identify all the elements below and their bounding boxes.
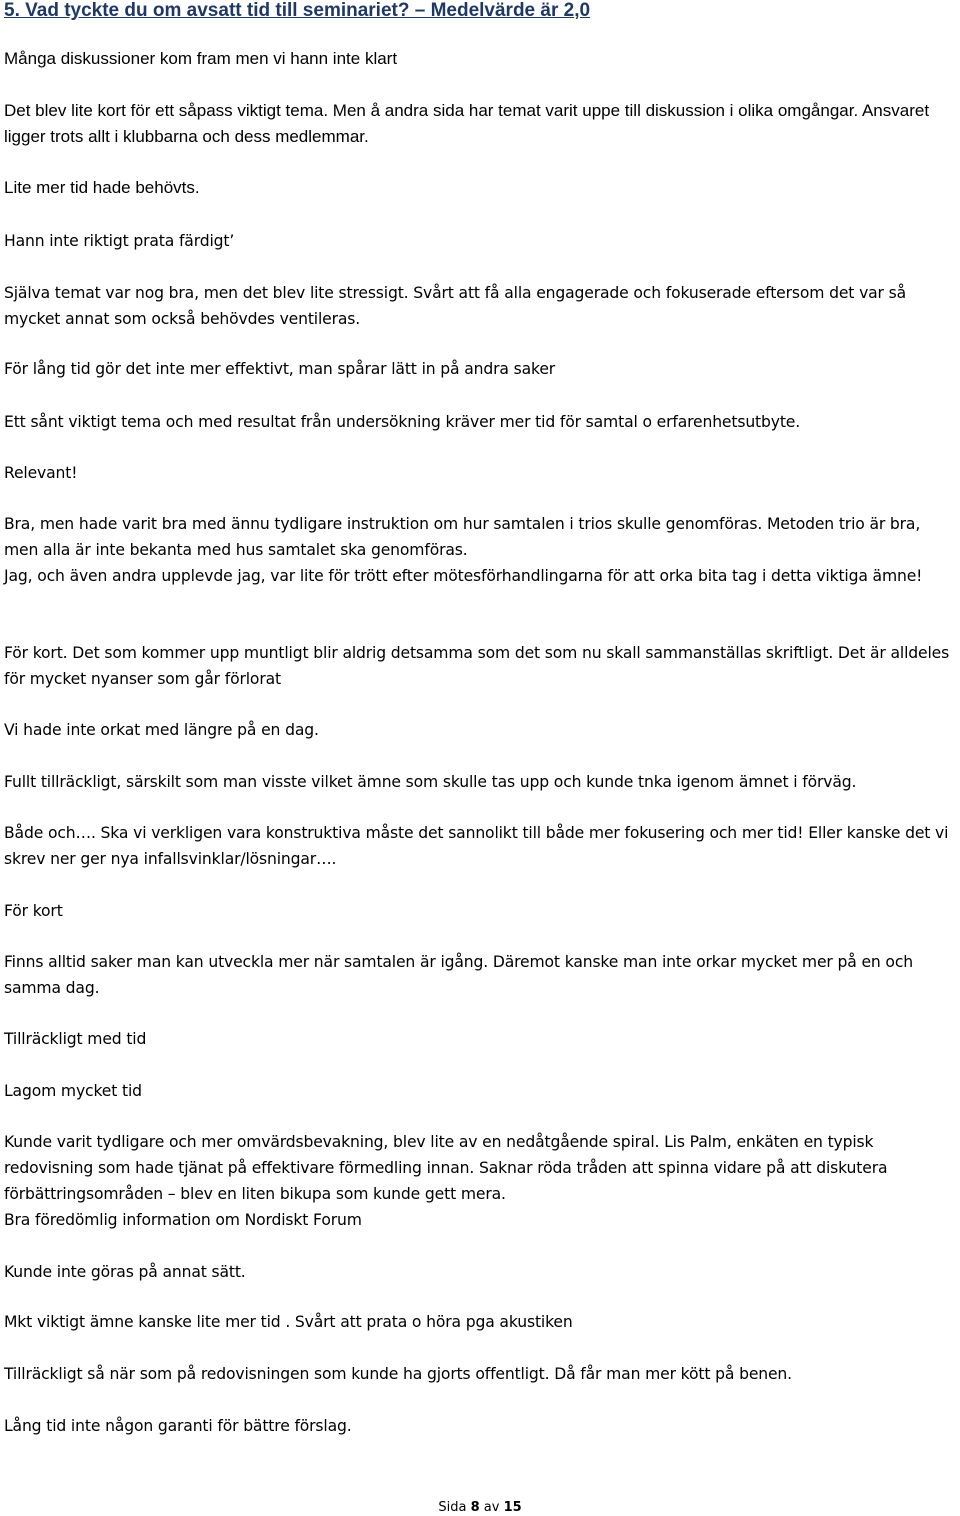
comment-paragraph: Bra föredömlig information om Nordiskt Forum: [4, 1211, 362, 1229]
page-separator: av: [483, 1500, 500, 1515]
page-label: Sida: [438, 1500, 467, 1515]
comment-paragraph: Jag, och även andra upplevde jag, var lite för trött efter mötesförhandlingarna för att orka bita tag i detta viktiga ämne!: [4, 567, 923, 585]
comment-paragraph: För lång tid gör det inte mer effektivt, man spårar lätt in på andra saker: [4, 360, 556, 378]
comment-paragraph: För kort. Det som kommer upp muntligt blir aldrig detsamma som det som nu skall sammanställas skriftligt. Det är alldeles för mycket nyanser som går förlorat: [4, 644, 950, 688]
comment-paragraph: Hann inte riktigt prata färdigt’: [4, 232, 235, 250]
comment-paragraph: Mkt viktigt ämne kanske lite mer tid . Svårt att prata o höra pga akustiken: [4, 1313, 573, 1331]
comment-paragraph: Många diskussioner kom fram men vi hann inte klart: [4, 49, 398, 68]
comment-paragraph: Lång tid inte någon garanti för bättre förslag.: [4, 1417, 352, 1435]
page-footer: [0, 1500, 960, 1516]
comment-paragraph: Det blev lite kort för ett såpass viktigt tema. Men å andra sida har temat varit uppe till diskussion i olika omgångar. Ansvaret ligger trots allt i klubbarna och dess medlemmar.: [4, 101, 930, 146]
comment-paragraph: Kunde varit tydligare och mer omvärdsbevakning, blev lite av en nedåtgående spiral. Lis Palm, enkäten en typisk redovisning som hade tjänat på effektivare förmedling innan. Saknar röda tråden att spinna vidare på att diskutera förbättringsområden – blev en liten bikupa som kunde gett mera.: [4, 1133, 888, 1203]
comment-paragraph: Bra, men hade varit bra med ännu tydligare instruktion om hur samtalen i trios skulle genomföras. Metoden trio är bra, men alla är inte bekanta med hus samtalet ska genomföras.: [4, 515, 921, 559]
comment-paragraph: Kunde inte göras på annat sätt.: [4, 1263, 246, 1281]
page-number: 8: [470, 1500, 480, 1515]
comment-paragraph: Lagom mycket tid: [4, 1082, 142, 1100]
page-total: 15: [503, 1500, 522, 1515]
comment-paragraph: Vi hade inte orkat med längre på en dag.: [4, 721, 319, 739]
comment-paragraph: För kort: [4, 902, 63, 920]
comment-paragraph: Fullt tillräckligt, särskilt som man visste vilket ämne som skulle tas upp och kunde tnka igenom ämnet i förväg.: [4, 773, 857, 791]
comment-paragraph: Både och…. Ska vi verkligen vara konstruktiva måste det sannolikt till både mer fokusering och mer tid! Eller kanske det vi skrev ner ger nya infallsvinklar/lösningar….: [4, 824, 949, 868]
comment-paragraph: Relevant!: [4, 464, 78, 482]
comment-paragraph: Ett sånt viktigt tema och med resultat från undersökning kräver mer tid för samtal o erfarenhetsutbyte.: [4, 413, 801, 431]
comment-paragraph: Själva temat var nog bra, men det blev lite stressigt. Svårt att få alla engagerade och fokuserade eftersom det var så mycket annat som också behövdes ventileras.: [4, 284, 906, 328]
comment-paragraph: Lite mer tid hade behövts.: [4, 178, 200, 197]
section-heading: 5. Vad tyckte du om avsatt tid till seminariet? – Medelvärde är 2,0: [4, 0, 591, 21]
comment-paragraph: Tillräckligt med tid: [4, 1030, 147, 1048]
comment-paragraph: Tillräckligt så när som på redovisningen som kunde ha gjorts offentligt. Då får man mer kött på benen.: [4, 1365, 792, 1383]
comment-paragraph: Finns alltid saker man kan utveckla mer när samtalen är igång. Däremot kanske man inte orkar mycket mer på en och samma dag.: [4, 953, 913, 997]
